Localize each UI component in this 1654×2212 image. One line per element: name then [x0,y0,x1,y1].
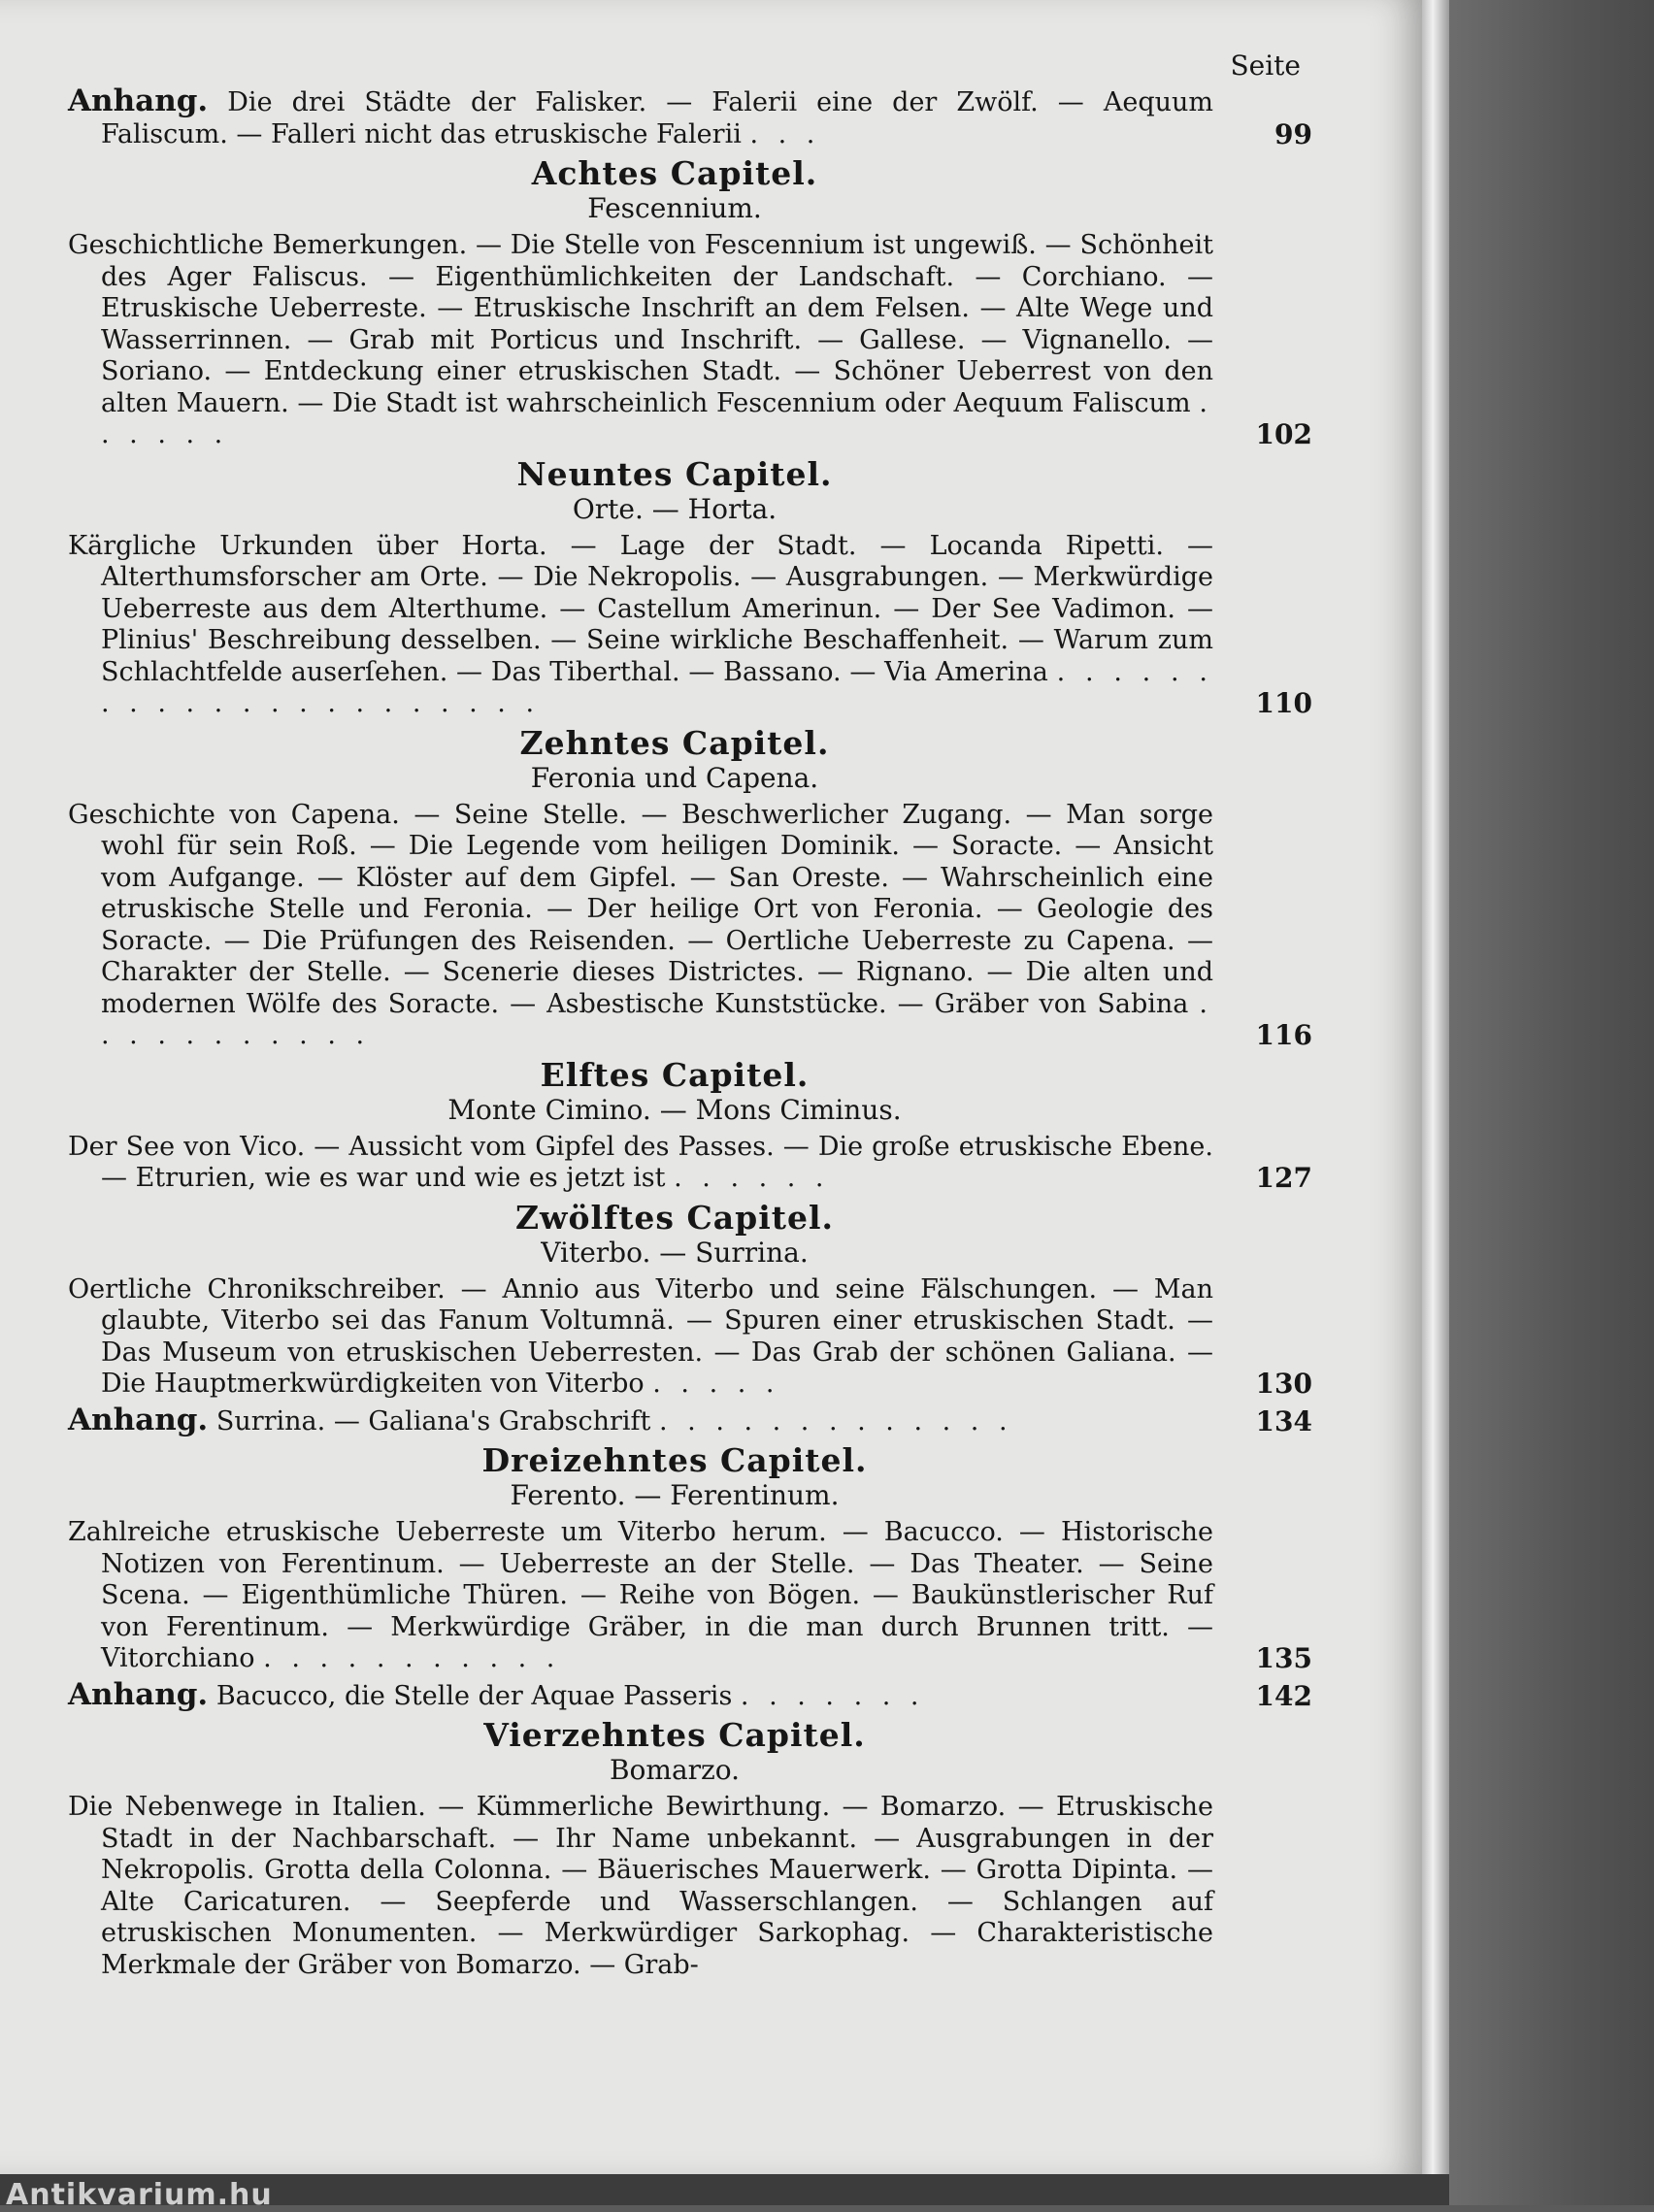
entry-text: Die Nebenwege in Italien. — Kümmerliche Bewirthung. — Bomarzo. — Etruskische Stadt in der Nachbarschaft. — Ihr Name unbekannt. — Ausgrabungen in der Nekropolis. Grotta della Colonna. — Bäuerisches Mauerwerk. — Grotta Dipinta. — Alte Caricaturen. — Seepferde und Wasserschlangen. — Schlangen auf etruskischen Monumenten. — Merkwürdiger Sarkophag. — Charakteristische Merkmale der Gräber von Bomarzo. — Grab- [68,1792,1213,1980]
entry-label: Anhang. [68,1402,209,1437]
book-spine [1449,0,1654,2205]
toc-entry [68,1131,1312,1195]
page-number: 127 [1255,1162,1312,1194]
entry-text: Geschichtliche Bemerkungen. — Die Stelle von Fescennium ist ungewiß. — Schönheit des Ager Faliscus. — Eigenthümlichkeiten der Landschaft. — Corchiano. — Etruskische Ueberreste. — Etruskische Inschrift an dem Felsen. — Alte Wege und Wasserrinnen. — Grab mit Porticus und Inschrift. — Gallese. — Vignanello. — Soriano. — Entdeckung einer etruskischen Stadt. — Schöner Ueberrest von den alten Mauern. — Die Stadt ist wahrscheinlich Fescennium oder Aequum Faliscum [68,230,1213,418]
dot-leader: . . . . . . [674,1163,830,1193]
entry-text: Der See von Vico. — Aussicht vom Gipfel des Passes. — Die große etruskische Ebene. — Etrurien, wie es war und wie es jetzt ist [68,1131,1213,1193]
toc-entry [68,1792,1281,1981]
chapter-subtitle: Ferento. — Ferentinum. [510,1479,840,1511]
toc-entry [68,1676,1312,1713]
page-number: 102 [1255,418,1312,450]
dot-leader: . . . . . [652,1369,780,1399]
chapter-title: Vierzehntes Capitel. [483,1716,866,1754]
entry-text: Zahlreiche etruskische Ueberreste um Viterbo herum. — Bacucco. — Historische Notizen von Ferentinum. — Ueberreste an der Stelle. — Das Theater. — Seine Scena. — Eigenthümliche Thüren. — Reihe von Bögen. — Baukünstlerischer Ruf von Ferentinum. — Merkwürdige Gräber, in die man durch Brunnen tritt. — Vitorchiano [68,1517,1213,1673]
toc-entry [68,530,1312,720]
chapter-title: Dreizehntes Capitel. [481,1441,868,1479]
page-column-header: Seite [1230,50,1301,82]
toc-entry [68,1273,1312,1401]
toc-entry [68,799,1312,1052]
page-number: 142 [1255,1679,1312,1712]
dot-leader: . . . . . . . . . . . [263,1643,561,1673]
table-of-contents [68,47,1312,1985]
entry-text: Bacucco, die Stelle der Aquae Passeris [215,1680,733,1711]
page-number: 134 [1255,1404,1312,1437]
page-number: 99 [1274,117,1312,150]
chapter-title: Neuntes Capitel. [516,454,833,493]
chapter-title: Achtes Capitel. [531,154,818,192]
watermark: Antikvarium.hu [6,2178,273,2212]
chapter-subtitle: Viterbo. — Surrina. [541,1236,809,1269]
entry-text: Die drei Städte der Falisker. — Falerii eine der Zwölf. — Aequum Faliscum. — Falleri nicht das etruskische Falerii [101,87,1213,149]
entry-text: Kärgliche Urkunden über Horta. — Lage der Stadt. — Locanda Ripetti. — Alterthumsforscher am Orte. — Die Nekropolis. — Ausgrabungen. — Merkwürdige Ueberreste aus dem Alterthume. — Castellum Amerinun. — Der See Vadimon. — Plinius' Beschreibung desselben. — Seine wirkliche Beschaffenheit. — Warum zum Schlachtfelde auserſehen. — Das Tiberthal. — Bassano. — Via Amerina [68,530,1213,687]
dot-leader: . . . . . . . . . . . . . [658,1405,1013,1436]
chapter-title: Zehntes Capitel. [519,723,830,762]
dot-leader: . . . . . . [101,387,1213,449]
chapter-subtitle: Orte. — Horta. [572,492,777,525]
entry-text: Surrina. — Galiana's Grabschrift [215,1405,651,1436]
toc-entry [68,83,1312,150]
entry-text: Oertliche Chronikschreiber. — Annio aus Viterbo und seine Fälschungen. — Man glaubte, Viterbo sei das Fanum Voltumnä. — Spuren einer etruskischen Stadt. — Das Museum von etruskischen Ueberresten. — Das Grab der schönen Galiana. — Die Hauptmerkwürdigkeiten von Viterbo [68,1273,1213,1399]
toc-entry [68,1517,1312,1675]
chapter-subtitle: Monte Cimino. — Mons Ciminus. [447,1093,902,1126]
page-number: 135 [1255,1642,1312,1674]
chapter-title: Elftes Capitel. [540,1055,810,1094]
dot-leader: . . . . . . . [740,1680,925,1711]
toc-entry [68,1402,1312,1438]
chapter-subtitle: Bomarzo. [609,1754,741,1786]
entry-label: Anhang. [68,83,209,118]
page-number: 130 [1255,1368,1312,1400]
page-number: 110 [1255,687,1312,719]
dot-leader: . . . . . . . . . . . . . . . . . . . . . . [101,656,1213,718]
page-edge [1422,0,1449,2174]
chapter-subtitle: Fescennium. [587,192,762,224]
dot-leader: . . . . . . . . . . . [101,988,1213,1050]
entry-text: Geschichte von Capena. — Seine Stelle. — Beschwerlicher Zugang. — Man sorge wohl für sein Roß. — Die Legende vom heiligen Dominik. — Soracte. — Ansicht vom Aufgange. — Klöster auf dem Gipfel. — San Oreste. — Wahrscheinlich eine etruskische Stelle und Feronia. — Der heilige Ort von Feronia. — Geologie des Soracte. — Die Prüfungen des Reisenden. — Oertliche Ueberreste zu Capena. — Charakter der Stelle. — Scenerie dieses Districtes. — Rignano. — Die alten und modernen Wölfe des Soracte. — Asbestische Kunststücke. — Gräber von Sabina [68,799,1213,1019]
chapter-title: Zwölftes Capitel. [514,1198,835,1237]
chapter-subtitle: Feronia und Capena. [530,761,819,794]
page-number: 116 [1255,1019,1312,1051]
entry-label: Anhang. [68,1676,209,1712]
dot-leader: . . . [749,118,821,149]
toc-entry [68,230,1312,451]
